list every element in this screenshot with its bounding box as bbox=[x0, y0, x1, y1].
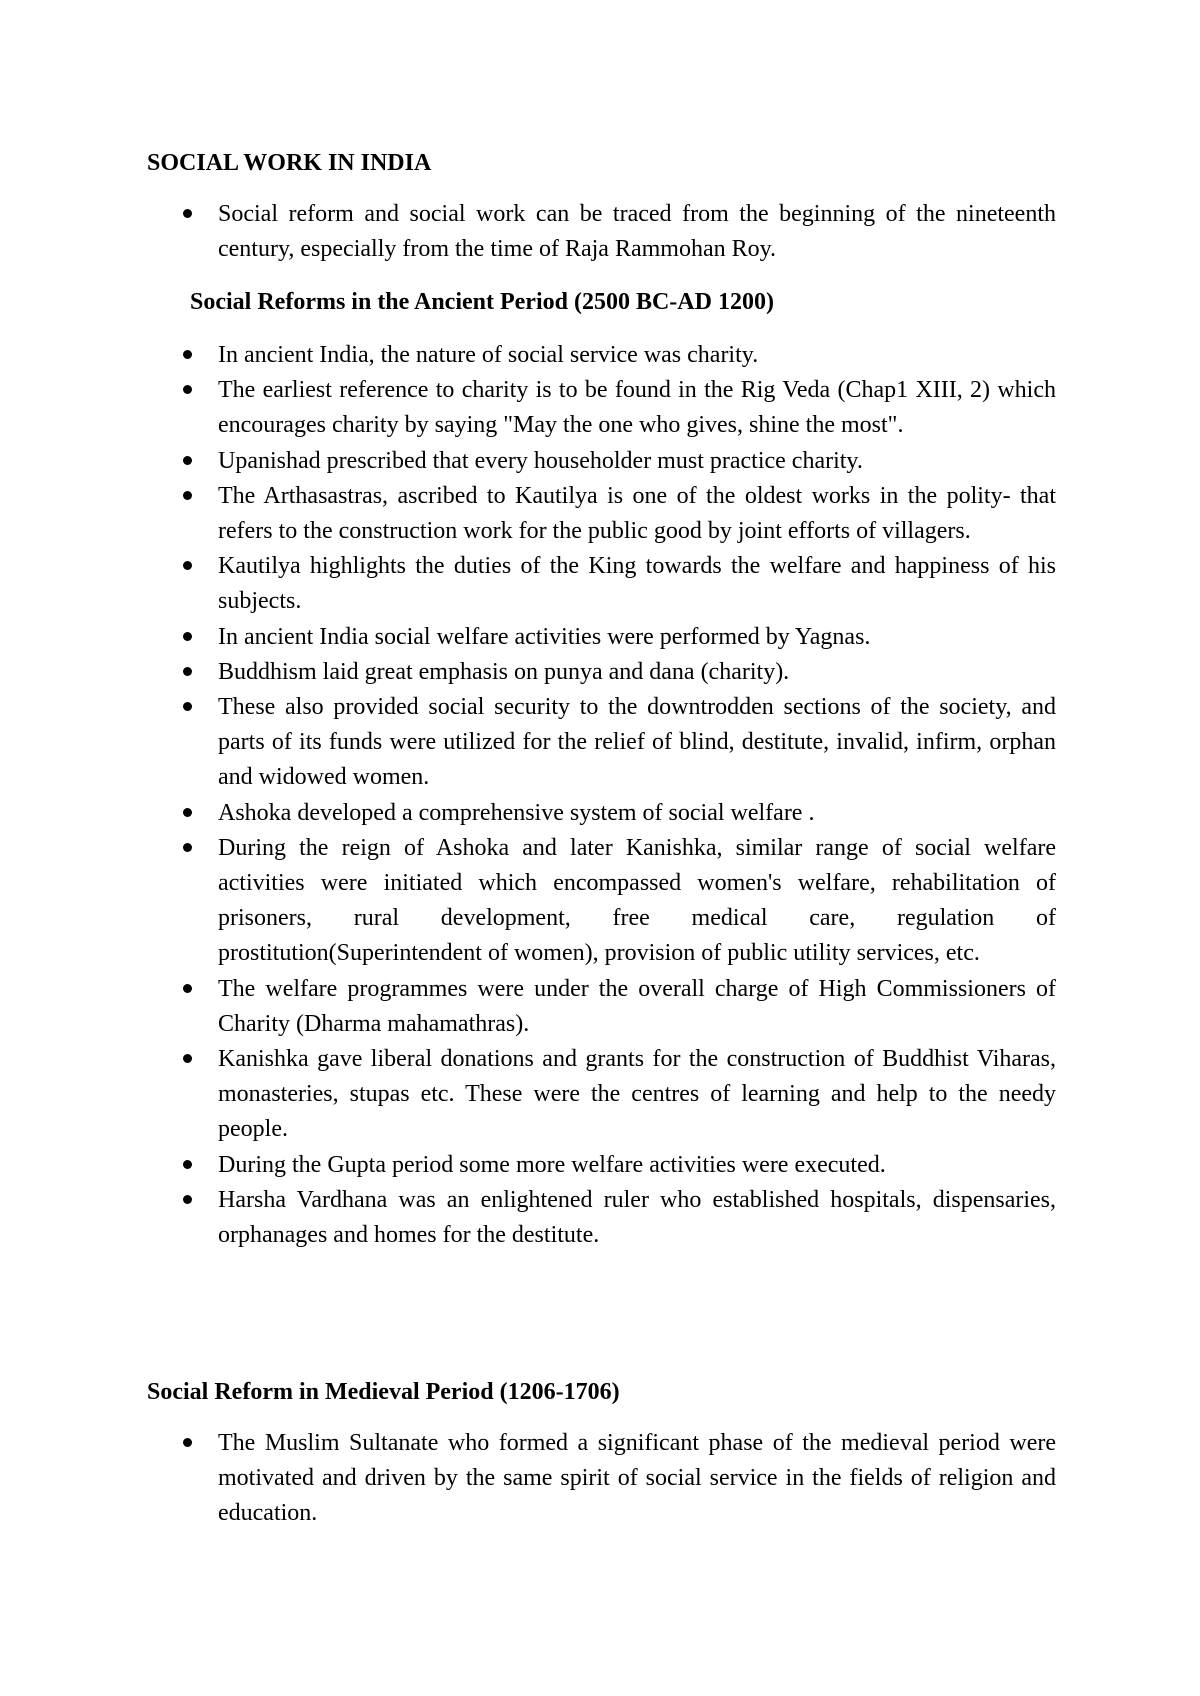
bullet-text: During the reign of Ashoka and later Kanishka, similar range of social welfare activities were initiated which encompassed women's welfare, rehabilitation of prisoners, rural development, free medical care, regulation of prostitution(Superintendent of women), provision of public utility services, etc. bbox=[218, 834, 1056, 967]
bullet-dot-icon bbox=[183, 350, 192, 359]
bullet-dot-icon bbox=[183, 561, 192, 570]
bullet-dot-icon bbox=[183, 667, 192, 676]
bullet-text: Upanishad prescribed that every householder must practice charity. bbox=[218, 447, 863, 474]
bullet-item bbox=[0, 479, 1056, 549]
bullet-item bbox=[0, 620, 1056, 655]
bullet-text: These also provided social security to the downtrodden sections of the society, and parts of its funds were utilized for the relief of blind, destitute, invalid, infirm, orphan and widowed women. bbox=[218, 694, 1056, 791]
bullet-item bbox=[0, 338, 1056, 373]
bullet-item bbox=[0, 1148, 1056, 1183]
bullet-dot-icon bbox=[183, 632, 192, 641]
bullet-text: The earliest reference to charity is to be found in the Rig Veda (Chap1 XIII, 2) which encourages charity by saying "May the one who gives, shine the most". bbox=[218, 377, 1056, 439]
bullet-dot-icon bbox=[183, 385, 192, 394]
bullet-text: Social reform and social work can be traced from the beginning of the nineteenth century, especially from the time of Raja Rammohan Roy. bbox=[218, 201, 1056, 263]
bullet-text: The welfare programmes were under the overall charge of High Commissioners of Charity (Dharma mahamathras). bbox=[218, 975, 1056, 1037]
bullet-dot-icon bbox=[183, 1160, 192, 1169]
bullet-item bbox=[0, 1183, 1056, 1253]
bullet-text: The Arthasastras, ascribed to Kautilya is one of the oldest works in the polity- that refers to the construction work for the public good by joint efforts of villagers. bbox=[218, 482, 1056, 545]
bullet-dot-icon bbox=[183, 843, 192, 852]
document-title: SOCIAL WORK IN INDIA bbox=[147, 150, 432, 176]
bullet-item bbox=[0, 796, 1056, 831]
bullet-dot-icon bbox=[183, 491, 192, 500]
ancient-period-heading: Social Reforms in the Ancient Period (2500 BC-AD 1200) bbox=[190, 289, 774, 315]
bullet-item bbox=[0, 655, 1056, 690]
ancient-period-bullet-list bbox=[0, 338, 1200, 1253]
intro-bullet-list bbox=[0, 197, 1200, 267]
bullet-text: Buddhism laid great emphasis on punya and dana (charity). bbox=[218, 658, 790, 685]
medieval-period-heading: Social Reform in Medieval Period (1206-1706) bbox=[147, 1379, 620, 1405]
bullet-item bbox=[0, 444, 1056, 479]
bullet-dot-icon bbox=[183, 1438, 192, 1447]
bullet-text: Ashoka developed a comprehensive system of social welfare . bbox=[218, 799, 815, 826]
bullet-item bbox=[0, 831, 1056, 972]
bullet-text: Kautilya highlights the duties of the King towards the welfare and happiness of his subjects. bbox=[218, 553, 1056, 615]
bullet-item bbox=[0, 1042, 1056, 1148]
bullet-text: In ancient India social welfare activities were performed by Yagnas. bbox=[218, 623, 871, 650]
bullet-text: Kanishka gave liberal donations and grants for the construction of Buddhist Viharas, monasteries, stupas etc. These were the centres of learning and help to the needy people. bbox=[218, 1046, 1056, 1143]
bullet-item bbox=[0, 549, 1056, 619]
bullet-text: During the Gupta period some more welfare activities were executed. bbox=[218, 1151, 886, 1178]
bullet-text: The Muslim Sultanate who formed a significant phase of the medieval period were motivated and driven by the same spirit of social service in the fields of religion and education. bbox=[218, 1430, 1056, 1527]
bullet-dot-icon bbox=[183, 984, 192, 993]
bullet-item bbox=[0, 197, 1056, 267]
bullet-item bbox=[0, 1426, 1056, 1532]
medieval-period-bullet-list bbox=[0, 1426, 1200, 1532]
bullet-dot-icon bbox=[183, 1195, 192, 1204]
bullet-item bbox=[0, 972, 1056, 1042]
bullet-item bbox=[0, 373, 1056, 443]
bullet-dot-icon bbox=[183, 808, 192, 817]
bullet-dot-icon bbox=[183, 456, 192, 465]
bullet-text: Harsha Vardhana was an enlightened ruler who established hospitals, dispensaries, orphanages and homes for the destitute. bbox=[218, 1186, 1056, 1249]
bullet-text: In ancient India, the nature of social service was charity. bbox=[218, 342, 759, 368]
bullet-dot-icon bbox=[183, 209, 192, 218]
bullet-dot-icon bbox=[183, 1054, 192, 1063]
bullet-dot-icon bbox=[183, 702, 192, 711]
bullet-item bbox=[0, 690, 1056, 796]
